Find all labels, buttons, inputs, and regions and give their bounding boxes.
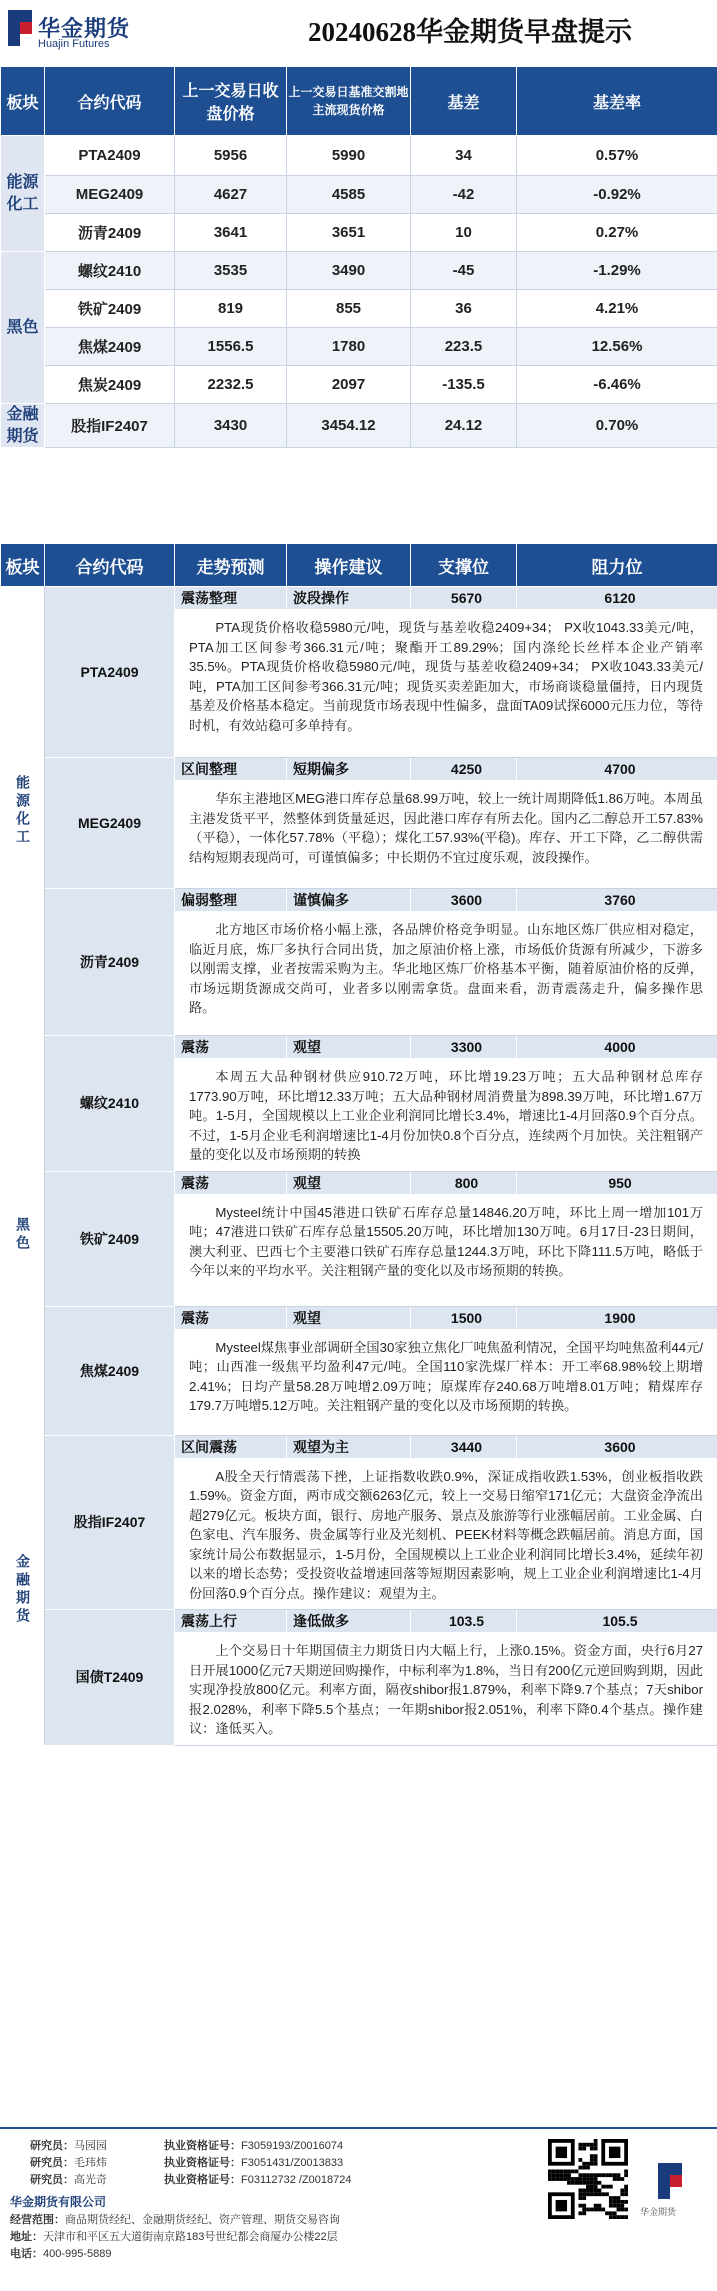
spot-price: 4585 [287, 176, 411, 214]
phone-label: 电话： [10, 2248, 43, 2260]
strategy-subheader-row [1, 1036, 717, 1059]
sector-label: 能源化工 [1, 136, 45, 252]
support-level: 800 [411, 1171, 517, 1194]
page-title: 20240628华金期货早盘提示 [240, 8, 700, 56]
analyst-line [30, 2137, 343, 2153]
contract-code: 股指IF2407 [45, 1435, 175, 1610]
prev-close-price: 1556.5 [175, 328, 287, 366]
market-commentary: Mysteel统计中国45港进口铁矿石库存总量14846.20万吨，环比上周一增加101万吨；47港进口铁矿石库存总量15505.20万吨，环比增加130万吨。6月17日-23日期间，澳大利亚、巴西七个主要港口铁矿石库存总量1244.3万吨，环比下降111.5万吨，略低于今年以来的平均水平。关注粗钢产量的变化以及市场预期的转换。 [175, 1194, 717, 1306]
header-code: 合约代码 [45, 544, 175, 587]
support-level: 3600 [411, 889, 517, 912]
basis-rate-value: -1.29% [517, 252, 717, 290]
resistance-level: 4700 [517, 758, 717, 781]
prev-close-price: 3430 [175, 404, 287, 448]
contract-code: 焦煤2409 [45, 328, 175, 366]
address-value: 天津市和平区五大道街南京路183号世纪都会商厦办公楼22层 [43, 2231, 338, 2243]
analyst-label: 研究员： [30, 2157, 74, 2169]
trade-advice: 短期偏多 [287, 758, 411, 781]
prev-close-price: 4627 [175, 176, 287, 214]
trend-forecast: 震荡 [175, 1306, 287, 1329]
cert-number: F3059193/Z0016074 [241, 2140, 343, 2152]
address [10, 2228, 338, 2244]
business-scope-label: 经营范围： [10, 2214, 65, 2226]
prev-close-price: 3535 [175, 252, 287, 290]
basis-rate-value: 4.21% [517, 290, 717, 328]
resistance-level: 105.5 [517, 1610, 717, 1633]
analyst-name: 马园园 [74, 2137, 164, 2153]
strategy-subheader-row [1, 587, 717, 610]
basis-value: 10 [411, 214, 517, 252]
phone [10, 2245, 112, 2261]
basis-table-header [1, 67, 717, 136]
header-sector: 板块 [1, 67, 45, 136]
footer [0, 2127, 717, 2291]
trend-forecast: 偏弱整理 [175, 889, 287, 912]
basis-rate-value: 0.57% [517, 136, 717, 176]
strategy-table-header [1, 544, 717, 587]
header-spot-price: 上一交易日基准交割地主流现货价格 [287, 67, 411, 136]
spot-price: 2097 [287, 366, 411, 404]
contract-code: MEG2409 [45, 176, 175, 214]
header-prev-close: 上一交易日收盘价格 [175, 67, 287, 136]
analyst-name: 高光奇 [74, 2171, 164, 2187]
strategy-subheader-row [1, 1435, 717, 1458]
trade-advice: 观望 [287, 1306, 411, 1329]
sector-label: 黑色 [1, 252, 45, 404]
contract-code: 焦炭2409 [45, 366, 175, 404]
contract-code: 焦煤2409 [45, 1306, 175, 1435]
sector-label: 黑色 [1, 1036, 45, 1436]
basis-value: 24.12 [411, 404, 517, 448]
qr-caption: 华金期货 [640, 2205, 676, 2218]
contract-code: 铁矿2409 [45, 1171, 175, 1306]
header-basis: 基差 [411, 67, 517, 136]
trend-forecast: 区间整理 [175, 758, 287, 781]
trend-forecast: 震荡 [175, 1171, 287, 1194]
resistance-level: 6120 [517, 587, 717, 610]
contract-code: 螺纹2410 [45, 1036, 175, 1172]
sector-label: 能源化工 [1, 587, 45, 1036]
strategy-subheader-row [1, 1610, 717, 1633]
cert-label: 执业资格证号： [164, 2174, 241, 2186]
sector-label: 金融期货 [1, 1435, 45, 1745]
contract-code: PTA2409 [45, 587, 175, 758]
phone-value: 400-995-5889 [43, 2248, 112, 2260]
prev-close-price: 2232.5 [175, 366, 287, 404]
basis-rate-value: 12.56% [517, 328, 717, 366]
analyst-label: 研究员： [30, 2174, 74, 2186]
sector-label: 金融期货 [1, 404, 45, 448]
header-support: 支撑位 [411, 544, 517, 587]
qr-logo-icon [650, 2159, 690, 2203]
strategy-subheader-row [1, 758, 717, 781]
analyst-label: 研究员： [30, 2140, 74, 2152]
basis-row [1, 328, 717, 366]
company-logo [8, 6, 158, 58]
strategy-subheader-row [1, 889, 717, 912]
market-commentary: 上个交易日十年期国债主力期货日内大幅上行，上涨0.15%。资金方面，央行6月27日开展1000亿元7天期逆回购操作，中标利率为1.8%，当日有200亿元逆回购到期，因此实现净投放800亿元。利率方面，隔夜shibor报1.879%，利率下降9.7个基点；7天shibor报2.028%，利率下降5.5个基点；一年期shibor报2.051%，利率下降0.4个基点。操作建议：逢低买入。 [175, 1633, 717, 1746]
business-scope-value: 商品期货经纪、金融期货经纪、资产管理、期货交易咨询 [65, 2214, 340, 2226]
basis-row [1, 404, 717, 448]
market-commentary: 北方地区市场价格小幅上涨，各品牌价格竞争明显。山东地区炼厂供应相对稳定，临近月底，炼厂多执行合同出货，加之原油价格上涨，市场低价货源有所减少，下游多以刚需支撑，业者按需采购为主。华北地区炼厂价格基本平衡，随着原油价格的反弹，市场远期货源成交尚可，业者多以刚需拿货。盘面来看，沥青震荡走升，偏多操作思路。 [175, 912, 717, 1036]
resistance-level: 3760 [517, 889, 717, 912]
basis-table [0, 66, 717, 448]
business-scope [10, 2211, 340, 2227]
analyst-line [30, 2154, 343, 2170]
strategy-subheader-row [1, 1171, 717, 1194]
analyst-name: 毛玮炜 [74, 2154, 164, 2170]
qr-code-icon [548, 2139, 628, 2219]
market-commentary: Mysteel煤焦事业部调研全国30家独立焦化厂吨焦盈利情况，全国平均吨焦盈利44元/吨；山西准一级焦平均盈利47元/吨。全国110家洗煤厂样本：开工率68.98%较上期增2.41%；日均产量58.28万吨增2.09万吨；原煤库存240.68万吨增8.01万吨；精煤库存179.7万吨增5.12万吨。关注粗钢产量的变化以及市场预期的转换。 [175, 1329, 717, 1435]
header-code: 合约代码 [45, 67, 175, 136]
contract-code: 铁矿2409 [45, 290, 175, 328]
contract-code: 沥青2409 [45, 889, 175, 1036]
cert-number: F03112732 /Z0018724 [241, 2174, 352, 2186]
support-level: 4250 [411, 758, 517, 781]
support-level: 103.5 [411, 1610, 517, 1633]
logo-english-name: Huajin Futures [38, 38, 110, 50]
basis-row [1, 176, 717, 214]
basis-row [1, 136, 717, 176]
prev-close-price: 819 [175, 290, 287, 328]
basis-value: -135.5 [411, 366, 517, 404]
market-commentary: A股全天行情震荡下挫，上证指数收跌0.9%，深证成指收跌1.53%，创业板指收跌1.59%。资金方面，两市成交额6263亿元，较上一交易日缩窄171亿元；大盘资金净流出超279亿元。板块方面，银行、房地产服务、景点及旅游等行业涨幅居前。工业金属、白色家电、汽车服务、贵金属等行业及光刻机、PEEK材料等概念跌幅居前。消息方面，国家统计局公布数据显示，1-5月份，全国规模以上工业企业利润同比增长3.4%，延续年初以来的增长态势；受投资收益增速回落等短期因素影响，规上工业企业利润增速比1-4月份回落0.9个百分点。操作建议：观望为主。 [175, 1458, 717, 1610]
trade-advice: 观望 [287, 1036, 411, 1059]
prev-close-price: 5956 [175, 136, 287, 176]
cert-label: 执业资格证号： [164, 2157, 241, 2169]
resistance-level: 3600 [517, 1435, 717, 1458]
prev-close-price: 3641 [175, 214, 287, 252]
basis-row [1, 290, 717, 328]
strategy-table [0, 543, 717, 1746]
basis-rate-value: 0.27% [517, 214, 717, 252]
basis-value: -45 [411, 252, 517, 290]
resistance-level: 4000 [517, 1036, 717, 1059]
logo-name: 华金期货 [38, 12, 130, 43]
header-advice: 操作建议 [287, 544, 411, 587]
spot-price: 3490 [287, 252, 411, 290]
basis-value: 36 [411, 290, 517, 328]
header-sector: 板块 [1, 544, 45, 587]
contract-code: PTA2409 [45, 136, 175, 176]
spot-price: 855 [287, 290, 411, 328]
trend-forecast: 震荡 [175, 1036, 287, 1059]
trend-forecast: 震荡整理 [175, 587, 287, 610]
support-level: 5670 [411, 587, 517, 610]
contract-code: MEG2409 [45, 758, 175, 889]
spot-price: 3454.12 [287, 404, 411, 448]
basis-row [1, 214, 717, 252]
support-level: 1500 [411, 1306, 517, 1329]
support-level: 3440 [411, 1435, 517, 1458]
header-basis-rate: 基差率 [517, 67, 717, 136]
cert-label: 执业资格证号： [164, 2140, 241, 2152]
spot-price: 5990 [287, 136, 411, 176]
cert-number: F3051431/Z0013833 [241, 2157, 343, 2169]
trade-advice: 观望为主 [287, 1435, 411, 1458]
contract-code: 国债T2409 [45, 1610, 175, 1746]
trend-forecast: 区间震荡 [175, 1435, 287, 1458]
basis-row [1, 366, 717, 404]
support-level: 3300 [411, 1036, 517, 1059]
company-name: 华金期货有限公司 [10, 2193, 106, 2210]
trade-advice: 观望 [287, 1171, 411, 1194]
contract-code: 股指IF2407 [45, 404, 175, 448]
header-trend: 走势预测 [175, 544, 287, 587]
spot-price: 1780 [287, 328, 411, 366]
header-resistance: 阻力位 [517, 544, 717, 587]
analyst-line [30, 2171, 352, 2187]
basis-value: 223.5 [411, 328, 517, 366]
spot-price: 3651 [287, 214, 411, 252]
basis-rate-value: -0.92% [517, 176, 717, 214]
header [0, 0, 717, 67]
trend-forecast: 震荡上行 [175, 1610, 287, 1633]
market-commentary: 本周五大品种钢材供应910.72万吨，环比增19.23万吨；五大品种钢材总库存1773.90万吨，环比增12.33万吨；五大品种钢材周消费量为898.39万吨，环比增1.67万吨。1-5月，全国规模以上工业企业利润同比增长3.4%，增速比1-4月回落0.9个百分点。不过，1-5月企业毛利润增速比1-4月份加快0.8个百分点，连续两个月加快。关注粗钢产量的变化以及市场预期的转换 [175, 1059, 717, 1172]
trade-advice: 波段操作 [287, 587, 411, 610]
basis-row [1, 252, 717, 290]
contract-code: 螺纹2410 [45, 252, 175, 290]
basis-rate-value: 0.70% [517, 404, 717, 448]
trade-advice: 逢低做多 [287, 1610, 411, 1633]
basis-value: 34 [411, 136, 517, 176]
resistance-level: 950 [517, 1171, 717, 1194]
address-label: 地址： [10, 2231, 43, 2243]
basis-value: -42 [411, 176, 517, 214]
trade-advice: 谨慎偏多 [287, 889, 411, 912]
contract-code: 沥青2409 [45, 214, 175, 252]
market-commentary: 华东主港地区MEG港口库存总量68.99万吨，较上一统计周期降低1.86万吨。本周虽主港发货平平，然整体到货量延迟，因此港口库存有所去化。国内乙二醇总开工57.83%（平稳），一体化57.78%（平稳）；煤化工57.93%(平稳)。库存、开工下降，乙二醇供需结构短期表现尚可，可谨慎偏多；中长期仍不宜过度乐观，波段操作。 [175, 781, 717, 889]
resistance-level: 1900 [517, 1306, 717, 1329]
market-commentary: PTA现货价格收稳5980元/吨，现货与基差收稳2409+34； PX收1043.33美元/吨，PTA加工区间参考366.31元/吨；聚酯开工89.29%；国内涤纶长丝样本企业产销率35.5%。PTA现货价格收稳5980元/吨，现货与基差收稳2409+34； PX收1043.33美元/吨，PTA加工区间参考366.31元/吨；现货买卖差距加大，市场商谈稳量僵持，日内现货基差及价格基本稳定。当前现货市场表现中性偏多，盘面TA09试探6000元压力位，等待时机，有效站稳可多单持有。 [175, 610, 717, 758]
strategy-subheader-row [1, 1306, 717, 1329]
logo-mark-icon [8, 10, 32, 46]
basis-rate-value: -6.46% [517, 366, 717, 404]
